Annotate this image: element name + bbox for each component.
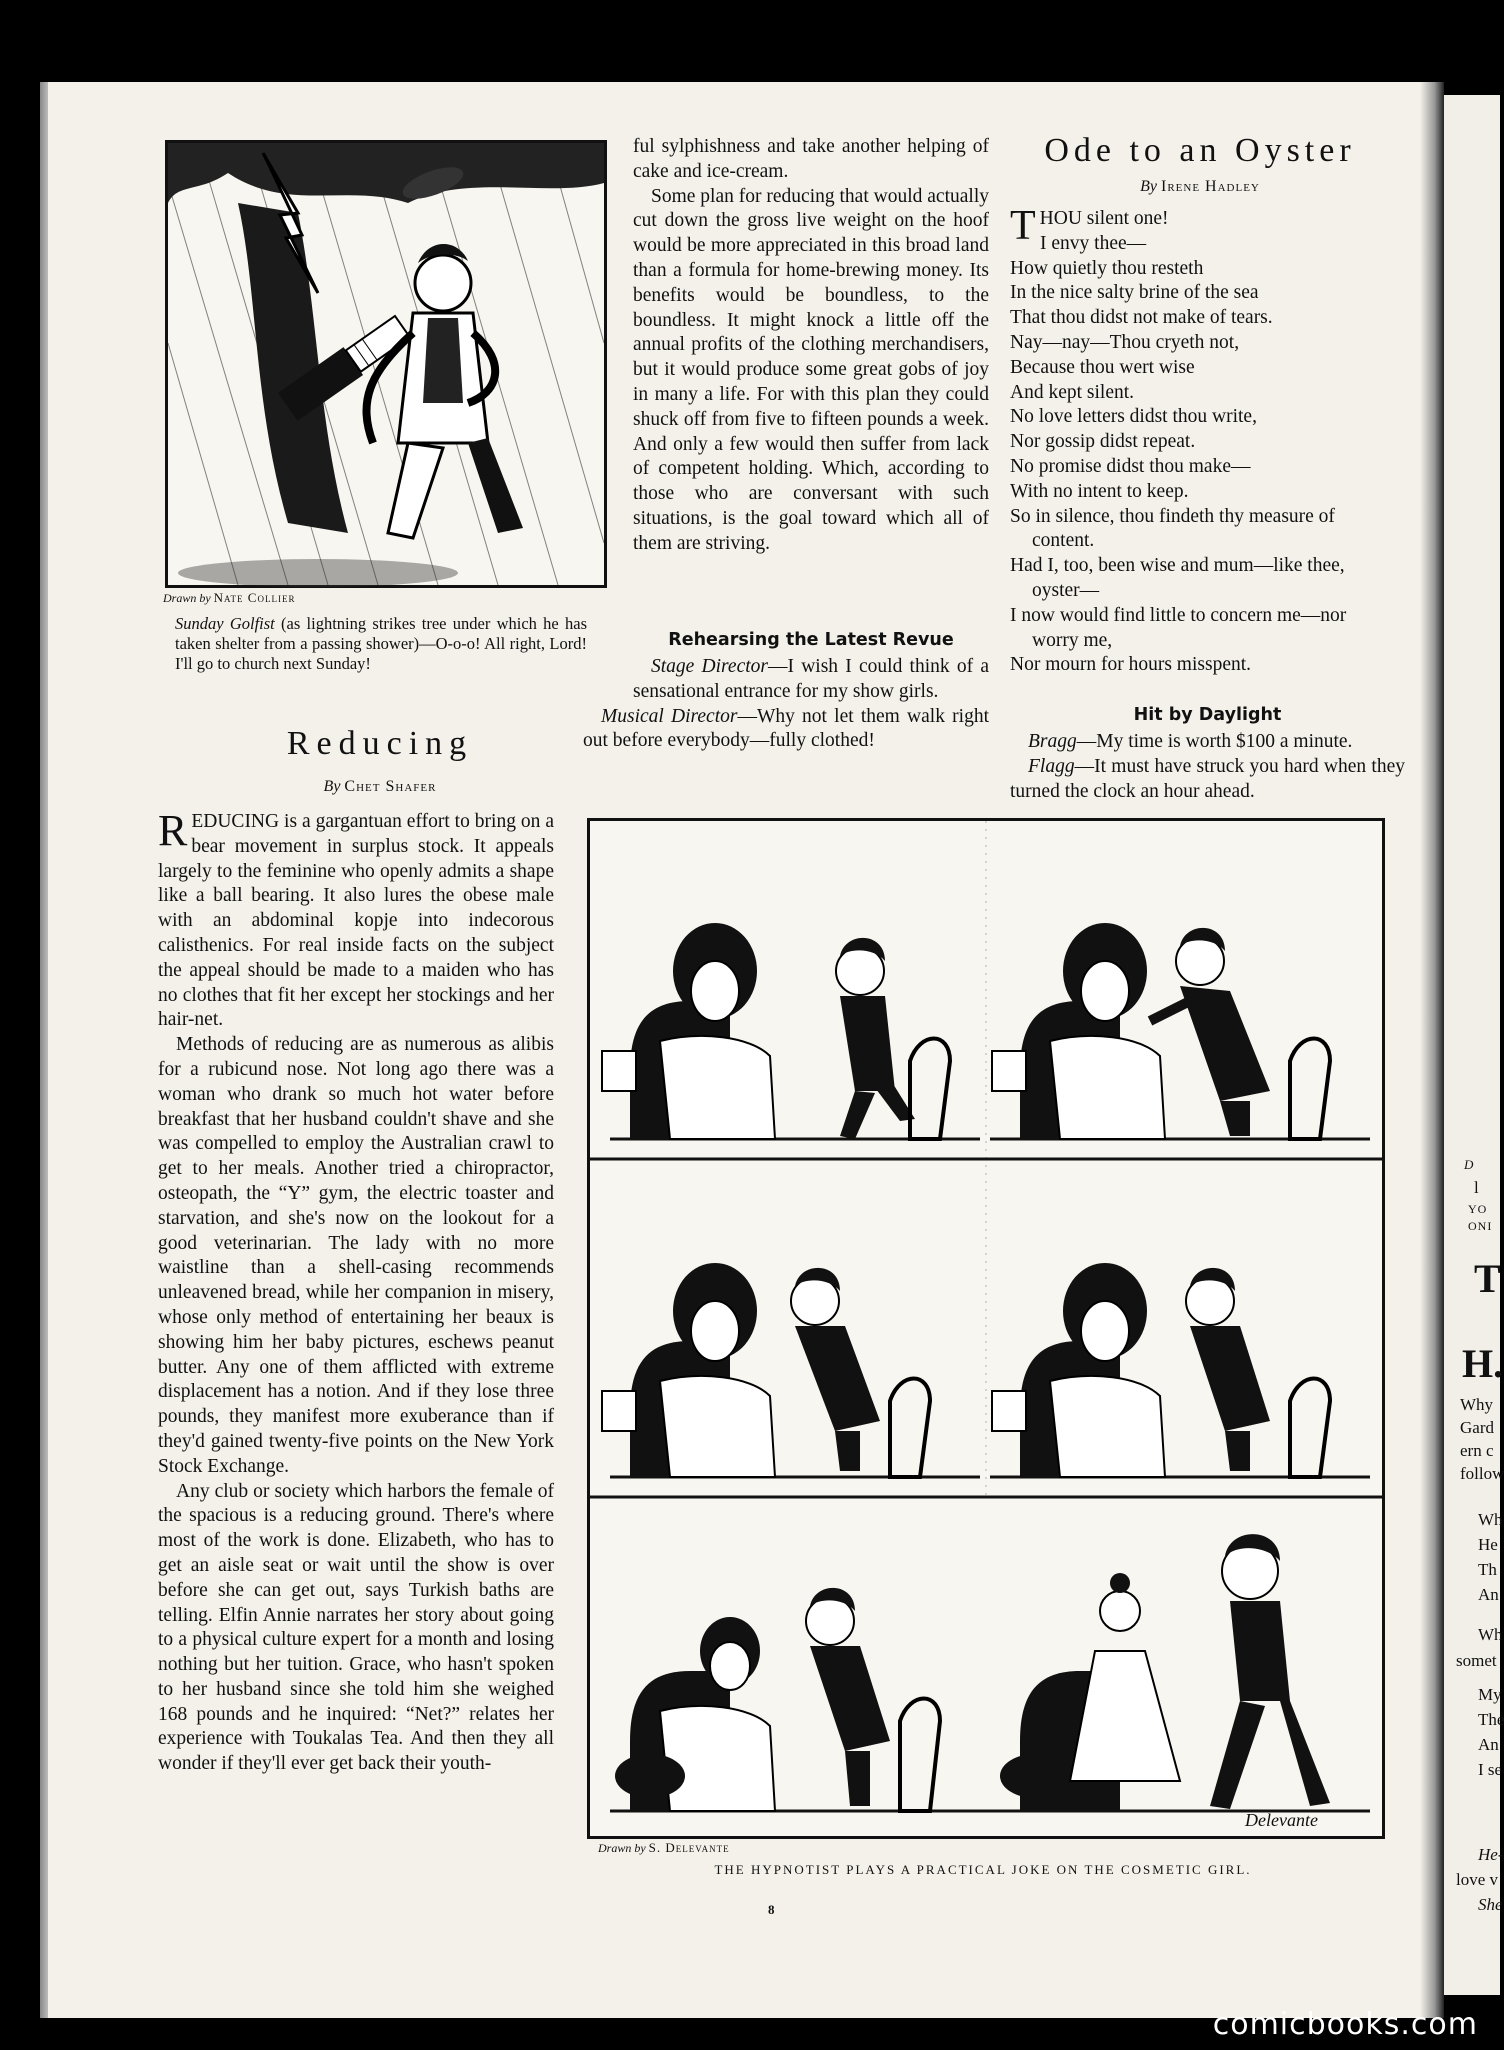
reducing-column-2 bbox=[633, 135, 989, 557]
caption-text: (as lightning strikes tree under which he has taken shelter from a passing shower)—O-o-o! All right, Lord! I'll go to church next Sunday! bbox=[175, 614, 588, 673]
poem-line: That thou didst not make of tears. bbox=[1010, 307, 1273, 329]
poem-line: Had I, too, been wise and mum—like thee, bbox=[1010, 555, 1345, 577]
next-page-fragment: Th bbox=[1478, 1560, 1497, 1579]
reducing-paragraph-5: Some plan for reducing that would actually cut down the gross live weight on the hoof would be more appreciated in this broad land than a formula for home-brewing money. Its benefits would be boundless, to the boundless. It might knock a little off the annual profits of the clothing merchandisers, but it would produce some great gobs of joy in many a life. For with this plan they could shuck off from five to fifteen pounds a week. And only a few would then suffer from lack of competent holding. Which, according to those who are conversant with such situations, is the goal toward which all of them are striving. bbox=[633, 185, 989, 554]
hypnotist-comic bbox=[587, 818, 1385, 1839]
next-page-fragment: follow bbox=[1460, 1464, 1504, 1483]
comic-credit: Drawn by S. Delevante bbox=[598, 1840, 730, 1855]
poem-line: And kept silent. bbox=[1010, 381, 1135, 403]
poem-line: No love letters didst thou write, bbox=[1010, 406, 1257, 428]
golfer-lightning-illustration bbox=[165, 140, 607, 588]
next-page-fragment: The bbox=[1478, 1710, 1504, 1729]
page-number: 8 bbox=[768, 1902, 775, 1917]
subhead-revue: Rehearsing the Latest Revue bbox=[668, 630, 954, 650]
next-page-fragment: Wh bbox=[1478, 1510, 1503, 1529]
reducing-paragraph-3: Any club or society which harbors the female of the spacious is a reducing ground. There's where most of the work is done. Elizabeth, who has to get an aisle seat or wait until the show is over before she can get out, says Turkish baths are telling. Elfin Annie narrates her story about going to a physical culture expert for a month and losing nothing but her tuition. Grace, who hasn't spoken to her husband since she told him she weighed 168 pounds and he inquired: “Net?” relates her experience with Toukalas Tea. And then they all wonder if they'll ever get back their youth- bbox=[158, 1480, 554, 1775]
comic-caption: THE HYPNOTIST PLAYS A PRACTICAL JOKE ON THE COSMETIC GIRL. bbox=[714, 1862, 1252, 1877]
poem-line: oyster— bbox=[1032, 579, 1100, 601]
reducing-paragraph-1: REDUCING is a gargantuan effort to bring on a bear movement in surplus stock. It appeals largely to the feminine who openly admits a shape like a ball bearing. It also lures the obese male with an abdominal kopje into indecorous calisthenics. For real inside facts on the subject the appeal should be made to a maiden who has no clothes that fit her except her stockings and her hair-net. bbox=[158, 806, 554, 1031]
poem-line: With no intent to keep. bbox=[1010, 480, 1189, 502]
illustration-caption bbox=[175, 614, 587, 674]
revue-joke: Stage Director—I wish I could think of a sensational entrance for my show girls. Musical Director—Why not let them walk right out before everybody—fully clothed! bbox=[583, 656, 989, 752]
reducing-paragraph-continued: ful sylphishness and take another helping of cake and ice-cream. bbox=[633, 136, 989, 182]
next-page-fragment: ern c bbox=[1460, 1441, 1494, 1460]
caption-speaker: Sunday Golfist bbox=[175, 614, 275, 633]
subhead-daylight: Hit by Daylight bbox=[1133, 705, 1282, 725]
drop-cap: R bbox=[158, 806, 188, 855]
poem-line: THOU silent one! bbox=[1010, 203, 1169, 249]
next-page-fragment: I se bbox=[1478, 1760, 1503, 1779]
next-page-fragment: l bbox=[1474, 1178, 1479, 1197]
next-page-fragment: She bbox=[1478, 1895, 1503, 1914]
poem-line: Nor mourn for hours misspent. bbox=[1010, 654, 1252, 676]
site-watermark: comicbooks.com bbox=[1212, 2007, 1478, 2042]
poem-line: worry me, bbox=[1032, 629, 1113, 651]
poem-line: Nor gossip didst repeat. bbox=[1010, 431, 1196, 453]
poem-line: So in silence, thou findeth thy measure of bbox=[1010, 505, 1335, 527]
next-page-fragment: An bbox=[1478, 1735, 1499, 1754]
daylight-joke: Bragg—My time is worth $100 a minute. Flagg—It must have struck you hard when they turned the clock an hour ahead. bbox=[1010, 731, 1405, 802]
next-page-fragment: H. bbox=[1462, 1341, 1504, 1386]
reducing-column-1 bbox=[158, 806, 554, 1777]
poem-line: Because thou wert wise bbox=[1010, 356, 1195, 378]
next-page-fragment: He- bbox=[1478, 1845, 1504, 1864]
poem-line: I now would find little to concern me—nor bbox=[1010, 604, 1347, 626]
next-page-fragment: My bbox=[1478, 1685, 1502, 1704]
next-page-fragment: YO bbox=[1468, 1202, 1488, 1216]
next-page-fragment: D bbox=[1464, 1157, 1474, 1172]
next-page-fragment: He bbox=[1478, 1535, 1498, 1554]
poem-line: content. bbox=[1032, 530, 1095, 552]
illustration-credit: Drawn by Nate Collier bbox=[163, 590, 296, 605]
next-page-fragment: T bbox=[1474, 1256, 1501, 1301]
poem-line: I envy thee— bbox=[1040, 232, 1147, 254]
byline-ode: By Irene Hadley bbox=[1140, 178, 1260, 195]
adjacent-page-edge bbox=[1444, 95, 1504, 1995]
poem-title: Ode to an Oyster bbox=[1044, 132, 1356, 169]
comic-signature: Delevante bbox=[1245, 1810, 1318, 1830]
next-page-fragment: ONI bbox=[1468, 1219, 1493, 1233]
next-page-fragment: Wh bbox=[1478, 1625, 1503, 1644]
page-gutter-shadow bbox=[1420, 82, 1444, 2018]
byline-reducing: By Chet Shafer bbox=[323, 778, 437, 795]
poem-line: How quietly thou resteth bbox=[1010, 257, 1204, 279]
hypnotist-comic-drawing bbox=[590, 821, 1382, 1836]
poem-line: In the nice salty brine of the sea bbox=[1010, 282, 1259, 304]
poem-ode-to-an-oyster bbox=[1010, 203, 1405, 678]
golfer-cartoon-drawing bbox=[168, 143, 604, 585]
reducing-paragraph-2: Methods of reducing are as numerous as alibis for a rubicund nose. Not long ago there was a woman who drank so much hot water before breakfast that her husband couldn't shave and she was compelled to employ the Australian crawl to get to her meals. Another tried a chiropractor, osteopath, the “Y” gym, the electric toaster and starvation, and she's now on the lookout for a good veterinarian. The lady with no more waistline than a shell-casing recommends unleavened bread, while her companion in misery, whose only method of entertaining her beaux is showing him her baby pictures, eschews peanut butter. Any one of them afflicted with extreme displacement has a notion. And if they lose three pounds, they manifest more exuberance than if they'd gained twenty-five points on the New York Stock Exchange. bbox=[158, 1034, 554, 1477]
next-page-fragment: Gard bbox=[1460, 1418, 1494, 1437]
next-page-fragment: Why bbox=[1460, 1395, 1494, 1414]
next-page-fragment: An bbox=[1478, 1585, 1499, 1604]
poem-line: Nay—nay—Thou cryeth not, bbox=[1010, 331, 1240, 353]
next-page-fragment: somet bbox=[1456, 1651, 1497, 1670]
article-title-reducing: Reducing bbox=[286, 725, 474, 762]
poem-line: No promise didst thou make— bbox=[1010, 455, 1251, 477]
next-page-fragment: love v bbox=[1456, 1870, 1499, 1889]
